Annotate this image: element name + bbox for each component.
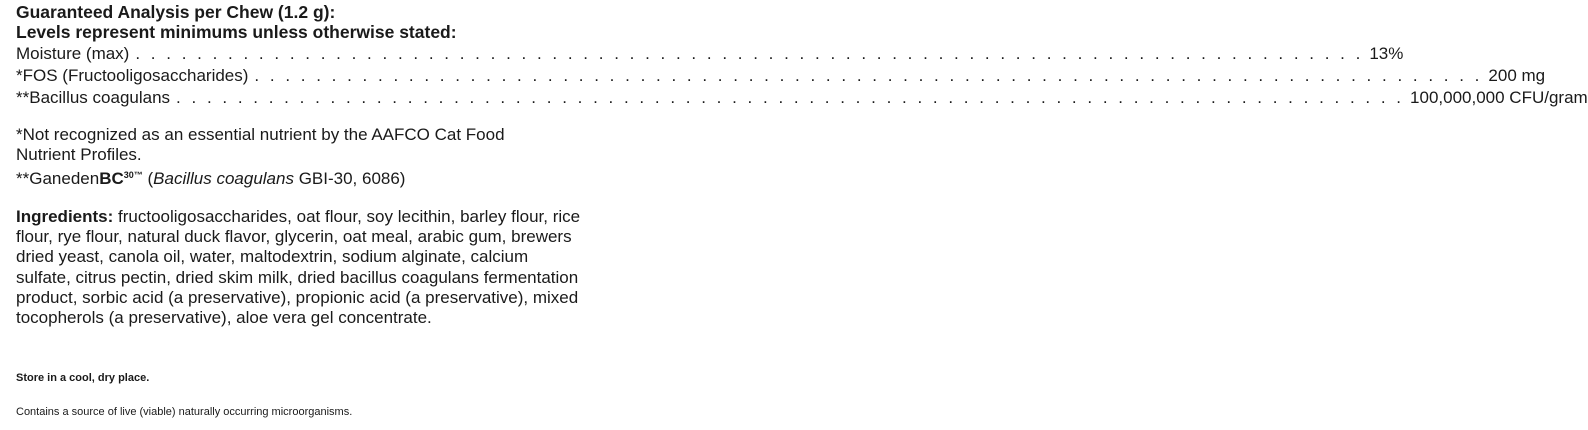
analysis-title: Guaranteed Analysis per Chew (1.2 g): bbox=[16, 2, 336, 22]
footnote-ganeden-sup: 30™ bbox=[123, 170, 143, 180]
dot-leader: . . . . . . . . . . . . . . . . . . . . . . . . . . . . . . . . . . . . . . . . . . . . . . . . . . . . . . . . . . . . . . . . . . . . . . . . . . . . . . . . bbox=[135, 44, 1364, 63]
contains-statement: Contains a source of live (viable) naturally occurring microorganisms. bbox=[16, 406, 353, 418]
analysis-row-name: **Bacillus coagulans bbox=[16, 88, 171, 107]
footnote-ganeden bbox=[16, 165, 586, 189]
footnote-aafco-line1: *Not recognized as an essential nutrient by the AAFCO Cat Food bbox=[16, 125, 505, 144]
dot-leader: . . . . . . . . . . . . . . . . . . . . . . . . . . . . . . . . . . . . . . . . . . . . . . . . . . . . . . . . . . . . . . . . . . . . . . . . . . . . . . . . bbox=[254, 66, 1483, 85]
analysis-row-bacillus bbox=[16, 88, 1588, 108]
ingredients-paragraph bbox=[16, 207, 586, 328]
footnote-ganeden-species: Bacillus coagulans bbox=[153, 169, 294, 188]
footnote-ganeden-prefix: **Ganeden bbox=[16, 169, 100, 188]
ingredients-label: Ingredients: bbox=[16, 207, 114, 226]
analysis-row-moisture bbox=[16, 44, 1404, 64]
storage-instructions: Store in a cool, dry place. bbox=[16, 372, 150, 384]
footnote-ganeden-open: ( bbox=[142, 169, 154, 188]
footnote-ganeden-rest: GBI-30, 6086) bbox=[293, 169, 406, 188]
analysis-row-name: *FOS (Fructooligosaccharides) bbox=[16, 66, 249, 85]
footnote-aafco bbox=[16, 125, 586, 165]
analysis-row-value: 13% bbox=[1369, 44, 1404, 63]
analysis-row-value: 100,000,000 CFU/gram bbox=[1410, 88, 1588, 107]
dot-leader: . . . . . . . . . . . . . . . . . . . . . . . . . . . . . . . . . . . . . . . . . . . . . . . . . . . . . . . . . . . . . . . . . . . . . . . . . . . . . . . . bbox=[176, 88, 1405, 107]
ingredients-list: fructooligosaccharides, oat flour, soy lecithin, barley flour, rice flour, rye flour, natural duck flavor, glycerin, oat meal, arabic gum, brewers dried yeast, canola oil, water, maltodextrin, sodium alginate, calcium sulfate, citrus pectin, dried skim milk, dried bacillus coagulans fermentation product, sorbic acid (a preservative), propionic acid (a preservative), mixed tocopherols (a preservative), aloe vera gel concentrate. bbox=[16, 207, 581, 328]
analysis-row-value: 200 mg bbox=[1488, 66, 1546, 85]
analysis-row-name: Moisture (max) bbox=[16, 44, 130, 63]
analysis-subtitle: Levels represent minimums unless otherwise stated: bbox=[16, 22, 457, 42]
footnote-ganeden-brand: BC bbox=[99, 169, 124, 188]
analysis-row-fos bbox=[16, 66, 1546, 86]
footnote-aafco-line2: Nutrient Profiles. bbox=[16, 145, 142, 164]
